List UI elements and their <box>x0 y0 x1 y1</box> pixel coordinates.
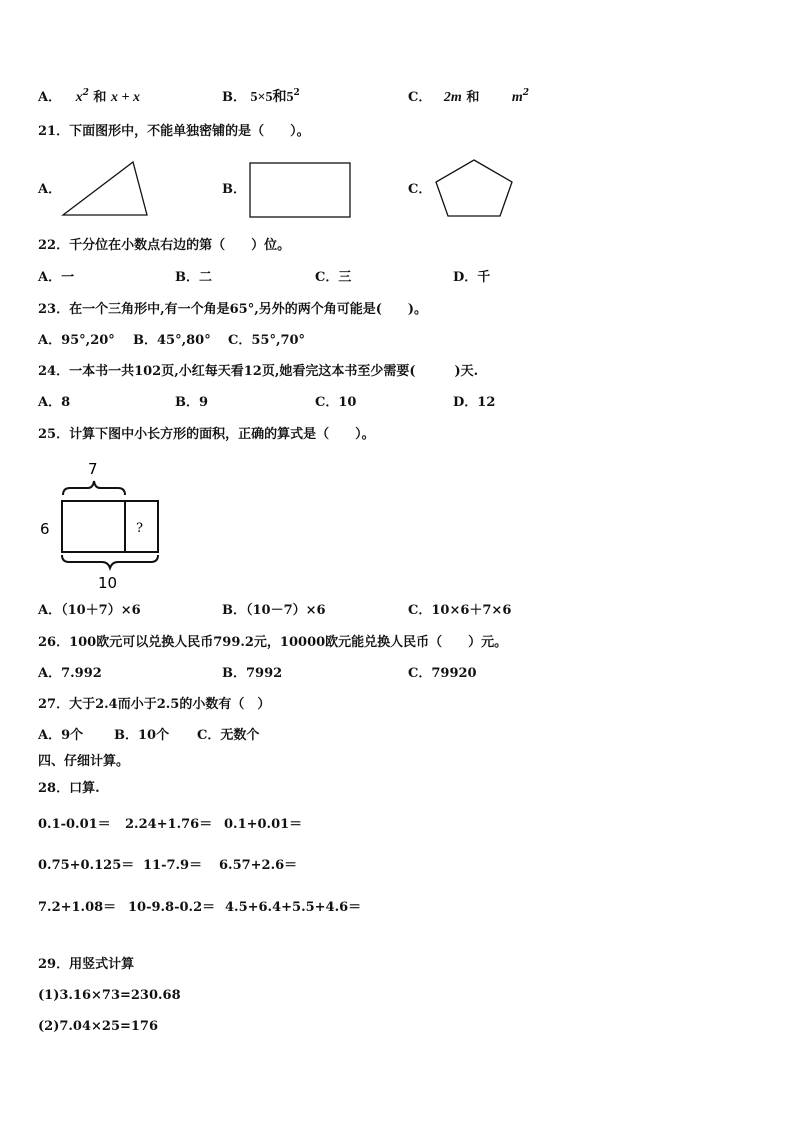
q25-label-top: 7 <box>88 460 98 478</box>
q28-item: 7.2+1.08＝ <box>38 900 117 915</box>
q23-stem: 23．在一个三角形中,有一个角是65°,另外的两个角可能是( )。 <box>38 302 428 317</box>
q25-option-a[interactable]: A．（10＋7）×6 <box>38 603 141 618</box>
q20-option-c[interactable]: C． 2m 和 $m^2$ <box>408 88 530 105</box>
q28-item: 2.24+1.76＝ <box>125 817 213 832</box>
q26-option-a[interactable]: A．7.992 <box>38 666 102 681</box>
q21-option-a[interactable]: A． <box>38 182 62 197</box>
q27-option-c[interactable]: C．无数个 <box>197 728 260 743</box>
rectangle-icon <box>248 161 354 219</box>
q23-option-c[interactable]: C．55°,70° <box>228 333 306 348</box>
q24-option-c[interactable]: C．10 <box>315 395 357 410</box>
q27-option-a[interactable]: A．9个 <box>38 728 84 743</box>
q24-option-b[interactable]: B．9 <box>175 395 209 410</box>
q29-item: (2)7.04×25=176 <box>38 1019 159 1034</box>
q25-label-left: 6 <box>40 520 50 538</box>
q22-stem: 22．千分位在小数点右边的第（ ）位。 <box>38 238 291 253</box>
q27-option-b[interactable]: B．10个 <box>114 728 170 743</box>
q28-item: 6.57+2.6＝ <box>219 858 298 873</box>
pentagon-icon <box>434 158 516 220</box>
q29-stem: 29．用竖式计算 <box>38 957 135 972</box>
q28-item: 0.1-0.01＝ <box>38 817 111 832</box>
q25-option-b[interactable]: B．（10－7）×6 <box>222 603 326 618</box>
q27-stem: 27．大于2.4而小于2.5的小数有（ ） <box>38 697 271 712</box>
q26-option-c[interactable]: C．79920 <box>408 666 477 681</box>
section-heading: 四、仔细计算。 <box>38 754 130 769</box>
q25-label-question: ? <box>136 521 143 536</box>
q23-option-b[interactable]: B．45°,80° <box>133 333 211 348</box>
q20-option-a[interactable]: A． $x^2$ 和 x + x <box>38 88 140 105</box>
q25-option-c[interactable]: C．10×6＋7×6 <box>408 603 512 618</box>
q24-option-d[interactable]: D．12 <box>453 395 496 410</box>
q22-option-a[interactable]: A．一 <box>38 270 75 285</box>
q25-label-bottom: 10 <box>98 574 118 592</box>
q25-stem: 25．计算下图中小长方形的面积，正确的算式是（ ）。 <box>38 427 375 442</box>
q28-item: 4.5+6.4+5.5+4.6＝ <box>225 900 362 915</box>
q20-option-b[interactable]: B． 5×5和$5^2$ <box>222 88 300 105</box>
q28-item: 0.75+0.125＝ <box>38 858 135 873</box>
q22-option-b[interactable]: B．二 <box>175 270 212 285</box>
q29-item: (1)3.16×73=230.68 <box>38 988 181 1003</box>
q28-item: 0.1+0.01＝ <box>224 817 303 832</box>
q28-item: 11-7.9＝ <box>143 858 203 873</box>
q22-option-c[interactable]: C．三 <box>315 270 352 285</box>
q24-option-a[interactable]: A．8 <box>38 395 71 410</box>
q25-rectangle-figure <box>30 455 170 595</box>
q22-option-d[interactable]: D．千 <box>453 270 491 285</box>
q21-option-b[interactable]: B． <box>222 182 246 197</box>
q24-stem: 24．一本书一共102页,小红每天看12页,她看完这本书至少需要( )天. <box>38 364 479 379</box>
triangle-icon <box>60 160 152 220</box>
q21-option-c[interactable]: C． <box>408 182 432 197</box>
q21-stem: 21．下面图形中，不能单独密铺的是（ ）。 <box>38 124 310 139</box>
q28-stem: 28．口算. <box>38 781 100 796</box>
q23-option-a[interactable]: A．95°,20° <box>38 333 115 348</box>
q26-option-b[interactable]: B．7992 <box>222 666 283 681</box>
q26-stem: 26．100欧元可以兑换人民币799.2元，10000欧元能兑换人民币（ ）元。 <box>38 635 508 650</box>
q28-item: 10-9.8-0.2＝ <box>128 900 216 915</box>
